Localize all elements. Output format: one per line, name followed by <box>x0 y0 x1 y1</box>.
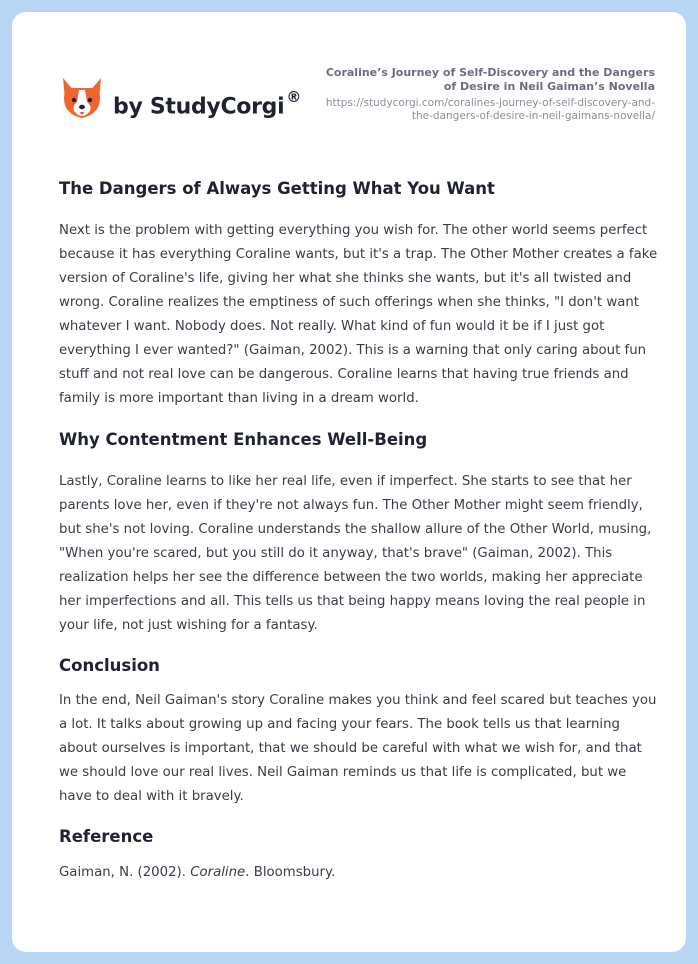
document-title: Coraline’s Journey of Self-Discovery and the Dangers of Desire in Neil Gaiman’s Novella <box>325 66 655 93</box>
page-header <box>12 12 686 152</box>
reference-work-title: Coraline <box>190 865 246 880</box>
reference-heading: Reference <box>59 827 154 846</box>
section-paragraph: Next is the problem with getting everything you wish for. The other world seems perfect because it has everything Coraline wants, but it's a trap. The Other Mother creates a fake version of Coraline's life, giving her what she thinks she wants, but it's all twisted and wrong. Coraline realizes the emptiness of such offerings when she thinks, "I don't want whatever I want. Nobody does. Not really. What kind of fun would it be if I just got everything I ever wanted?" (Gaiman, 2002). This is a warning that only caring about fun stuff and not real love can be dangerous. Coraline learns that having true friends and family is more important than living in a dream world. <box>59 223 658 406</box>
reference-entry: Gaiman, N. (2002). Coraline. Bloomsbury. <box>59 865 336 880</box>
corgi-icon <box>60 76 104 124</box>
section-paragraph: Lastly, Coraline learns to like her real life, even if imperfect. She starts to see that her parents love her, even if they're not always fun. The Other Mother might seem friendly, but she's not loving. Coraline understands the shallow allure of the Other World, musing, "When you're scared, but you still do it anyway, that's brave" (Gaiman, 2002). This realization helps her see the difference between the two worlds, making her appreciate her imperfections and all. This tells us that being happy means loving the real people in your life, not just wishing for a fantasy. <box>59 474 652 633</box>
section-heading: Conclusion <box>59 656 160 675</box>
registered-mark: ® <box>286 88 302 106</box>
section-paragraph: In the end, Neil Gaiman's story Coraline makes you think and feel scared but teaches you a lot. It talks about growing up and facing your fears. The book tells us that learning about ourselves is important, that we should be careful with what we wish for, and that we should love our real lives. Neil Gaiman reminds us that life is complicated, but we have to deal with it bravely. <box>59 693 657 804</box>
document-url[interactable]: https://studycorgi.com/coralines-journey-of-self-discovery-and-the-dangers-of-desire-in-neil-gaimans-novella/ <box>325 97 655 122</box>
section-heading: Why Contentment Enhances Well-Being <box>59 430 428 449</box>
brand-name[interactable]: by StudyCorgi ® <box>113 88 302 120</box>
article-content <box>59 178 659 885</box>
document-page <box>12 12 686 952</box>
document-meta <box>315 66 655 123</box>
section-heading: The Dangers of Always Getting What You Want <box>59 179 495 198</box>
